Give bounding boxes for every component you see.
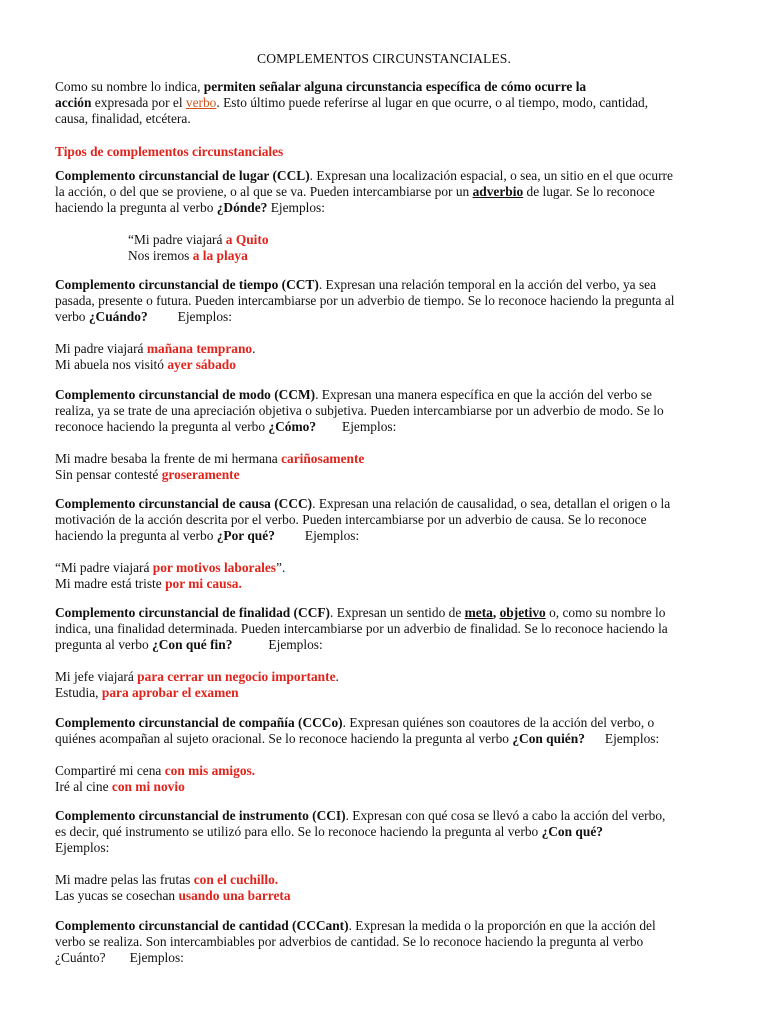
cct-examples: Mi padre viajará mañana temprano. Mi abuela nos visitó ayer sábado bbox=[55, 341, 256, 372]
ccm-examples: Mi madre besaba la frente de mi hermana cariñosamente Sin pensar contesté groseramente bbox=[55, 451, 365, 482]
ccl-examples: “Mi padre viajará a Quito Nos iremos a la playa bbox=[128, 232, 269, 263]
verbo-link[interactable]: verbo bbox=[185, 95, 217, 110]
ccc-examples: “Mi padre viajará por motivos laborales”. Mi madre está triste por mi causa. bbox=[55, 560, 286, 591]
cct-paragraph: Complemento circunstancial de tiempo (CCT). Expresan una relación temporal en la acción del verbo, ya sea pasada, presente o futura. Pueden intercambiarse por un adverbio de tiempo. Se lo reconoce haciendo la pregunta al verbo ¿Cuándo? Ejemplos: bbox=[55, 277, 675, 324]
adverbio-link[interactable]: adverbio bbox=[472, 184, 524, 199]
objetivo-link[interactable]: objetivo bbox=[499, 605, 546, 620]
ccf-paragraph: Complemento circunstancial de finalidad (CCF). Expresan un sentido de meta, objetivo o, como su nombre lo indica, una finalidad determinada. Pueden intercambiarse por un adverbio de finalidad. Se lo reconoce haciendo la pregunta al verbo ¿Con qué fin? Ejemplos: bbox=[55, 605, 668, 652]
intro-paragraph: Como su nombre lo indica, permiten señalar alguna circunstancia específica de cómo ocurre la acción expresada por el verbo. Esto último puede referirse al lugar en que ocurre, o al tiempo, modo, cantidad, causa, finalidad, etcétera. bbox=[55, 79, 649, 126]
cci-paragraph: Complemento circunstancial de instrumento (CCI). Expresan con qué cosa se llevó a cabo la acción del verbo, es decir, qué instrumento se utilizó para ello. Se lo reconoce haciendo la pregunta al verbo ¿Con qué? Ejemplos: bbox=[55, 808, 666, 855]
ccm-paragraph: Complemento circunstancial de modo (CCM). Expresan una manera específica en que la acción del verbo se realiza, ya se trate de una apreciación objetiva o subjetiva. Pueden intercambiarse por un adverbio de modo. Se lo reconoce haciendo la pregunta al verbo ¿Cómo? Ejemplos: bbox=[55, 387, 664, 434]
ccf-examples: Mi jefe viajará para cerrar un negocio importante. Estudia, para aprobar el examen bbox=[55, 669, 339, 700]
meta-link[interactable]: meta bbox=[464, 605, 493, 620]
types-heading: Tipos de complementos circunstanciales bbox=[55, 144, 284, 159]
ccco-examples: Compartiré mi cena con mis amigos. Iré al cine con mi novio bbox=[55, 763, 256, 794]
ccc-paragraph: Complemento circunstancial de causa (CCC). Expresan una relación de causalidad, o sea, detallan el origen o la motivación de la acción descrita por el verbo. Pueden intercambiarse por un adverbio de causa. Se lo reconoce haciendo la pregunta al verbo ¿Por qué? Ejemplos: bbox=[55, 496, 671, 543]
cccant-paragraph: Complemento circunstancial de cantidad (CCCant). Expresan la medida o la proporción en que la acción del verbo se realiza. Son intercambiables por adverbios de cantidad. Se lo reconoce haciendo la pregunta al verbo ¿Cuánto? Ejemplos: bbox=[55, 918, 656, 965]
ccl-paragraph: Complemento circunstancial de lugar (CCL). Expresan una localización espacial, o sea, un sitio en el que ocurre la acción, o del que se proviene, o al que se va. Pueden intercambiarse por un adverbio de lugar. Se lo reconoce haciendo la pregunta al verbo ¿Dónde? Ejemplos: bbox=[55, 168, 673, 215]
ccco-paragraph: Complemento circunstancial de compañía (CCCo). Expresan quiénes son coautores de la acción del verbo, o quiénes acompañan al sujeto oracional. Se lo reconoce haciendo la pregunta al verbo ¿Con quién? Ejemplos: bbox=[55, 715, 660, 746]
cci-examples: Mi madre pelas las frutas con el cuchillo. Las yucas se cosechan usando una barreta bbox=[55, 872, 291, 903]
document-title: COMPLEMENTOS CIRCUNSTANCIALES. bbox=[257, 51, 511, 66]
